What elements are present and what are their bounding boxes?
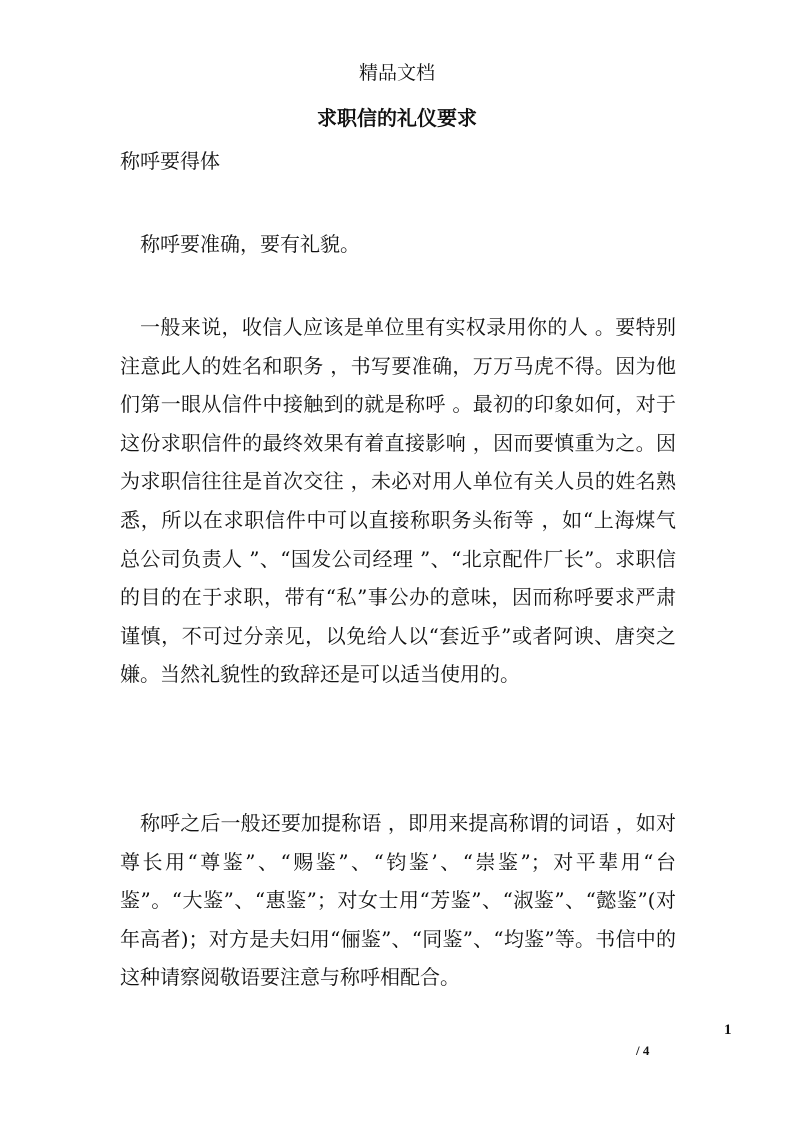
paragraph-1: 称呼要准确，要有礼貌。 bbox=[140, 232, 360, 256]
page-total: / 4 bbox=[636, 1043, 650, 1058]
paragraph-3: 称呼之后一般还要加提称语 ，即用来提高称谓的词语 ，如对尊长用“尊鉴”、“赐鉴”、“钧鉴’、“崇鉴”；对平辈用“台鉴”。“大鉴”、“惠鉴”；对女士用“芳鉴”、“淑鉴”、“懿鉴”(对年高者)；对方是夫妇用“俪鉴”、“同鉴”、“均鉴”等。书信中的这种请察阅敬语要注意与称呼相配合。 bbox=[120, 811, 676, 990]
section-heading: 称呼要得体 bbox=[120, 149, 220, 173]
document-header: 精品文档 bbox=[358, 62, 435, 84]
document-title: 求职信的礼仪要求 bbox=[317, 106, 477, 130]
page-number: 1 bbox=[724, 1022, 732, 1038]
paragraph-2: 一般来说，收信人应该是单位里有实权录用你的人 。要特别注意此人的姓名和职务 ，书写要准确，万万马虎不得。因为他们第一眼从信件中接触到的就是称呼 。最初的印象如何，对于这份求职信件的最终效果有着直接影响 ，因而要慎重为之。因为求职信往往是首次交往 ，未必对用人单位有关人员的姓名熟悉，所以在求职信件中可以直接称职务头衔等 ，如“上海煤气总公司负责人 ”、“国发公司经理 ”、“北京配件厂长”。求职信的目的在于求职，带有“私”事公办的意味，因而称呼要求严肃谨慎，不可过分亲见，以免给人以“套近乎”或者阿谀、唐突之嫌。当然礼貌性的致辞还是可以适当使用的。 bbox=[120, 315, 676, 687]
